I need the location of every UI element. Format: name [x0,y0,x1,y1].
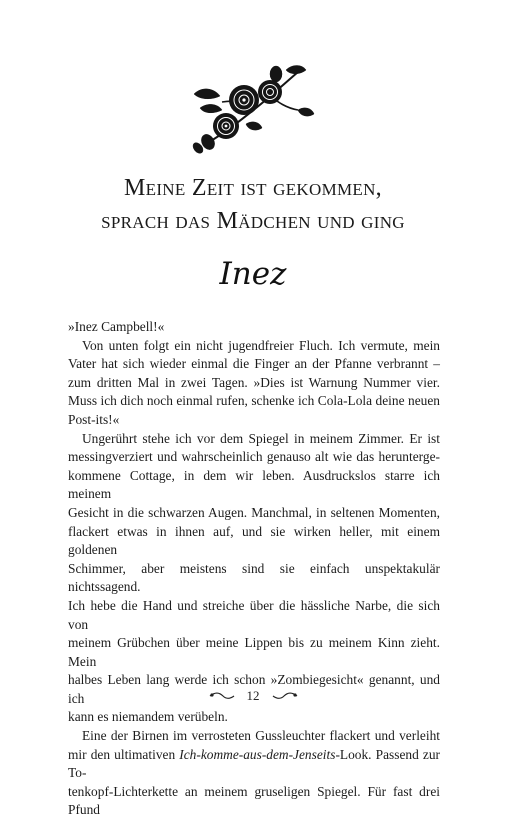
text-line: Ich hebe die Hand und streiche über die hässliche Narbe, die sich von [68,597,440,632]
text-line: Eine der Birnen im verrosteten Gussleuchter flackert und verleiht [82,728,440,744]
paragraph-2 [68,337,440,430]
text-line: kommene Cottage, in dem wir leben. Ausdruckslos starre ich meinem [68,467,440,502]
chapter-title-line-1: Meine Zeit ist gekommen, [124,175,382,201]
text-line [68,746,440,783]
italic-phrase: Ich-komme-aus-dem-Jenseits [179,746,336,762]
body-text [68,318,440,820]
text-line: Schimmer, aber meistens sind sie einfach unspektakulär nichtssagend. [68,560,440,595]
text-line: Muss ich dich noch einmal rufen, schenke ich Cola-Lola deine neuen [68,393,440,409]
floral-ornament-icon [186,62,321,157]
text-line: halbes Leben lang werde ich schon »Zombiegesicht« genannt, und ich [68,672,440,706]
text-line: Gesicht in die schwarzen Augen. Manchmal, in seltenen Momenten, [68,504,440,520]
swirl-right-icon [272,691,298,701]
text-line: Vater hat sich wieder einmal die Finger an der Pfanne verbrannt – [68,356,440,372]
text-line: »Inez Campbell!« [68,319,165,334]
text-line: zum dritten Mal in zwei Tagen. »Dies ist Warnung Nummer vier. [68,374,440,390]
chapter-title [40,172,466,238]
paragraph-1 [68,318,440,337]
text-fragment: mir den ultimativen [68,746,180,762]
text-line: messingverziert und wahrscheinlich genauso alt wie das herunterge- [68,449,440,465]
chapter-title-line-2: sprach das Mädchen und ging [101,208,405,234]
text-line: meinem Grübchen über meine Lippen bis zu meinem Kinn zieht. Mein [68,635,440,669]
narrator-name: Inez [219,256,287,292]
text-line: Von unten folgt ein nicht jugendfreier Fluch. Ich vermute, mein [82,337,440,353]
text-line: flackert etwas in ihnen auf, und sie wirken heller, mit einem goldenen [68,523,440,558]
page-footer [0,686,506,706]
swirl-left-icon [209,691,235,701]
paragraph-3 [68,430,440,728]
text-line: Ungerührt stehe ich vor dem Spiegel in meinem Zimmer. Er ist [82,430,440,446]
page-number: 12 [246,688,260,703]
paragraph-4 [68,727,440,820]
text-line: tenkopf-Lichterkette an meinem gruseligen Spiegel. Für fast drei Pfund [68,783,440,818]
text-line: kann es niemandem verübeln. [68,709,228,725]
text-fragment: -Look. Passend zur To- [68,746,441,781]
text-line: Post-its!« [68,411,120,427]
